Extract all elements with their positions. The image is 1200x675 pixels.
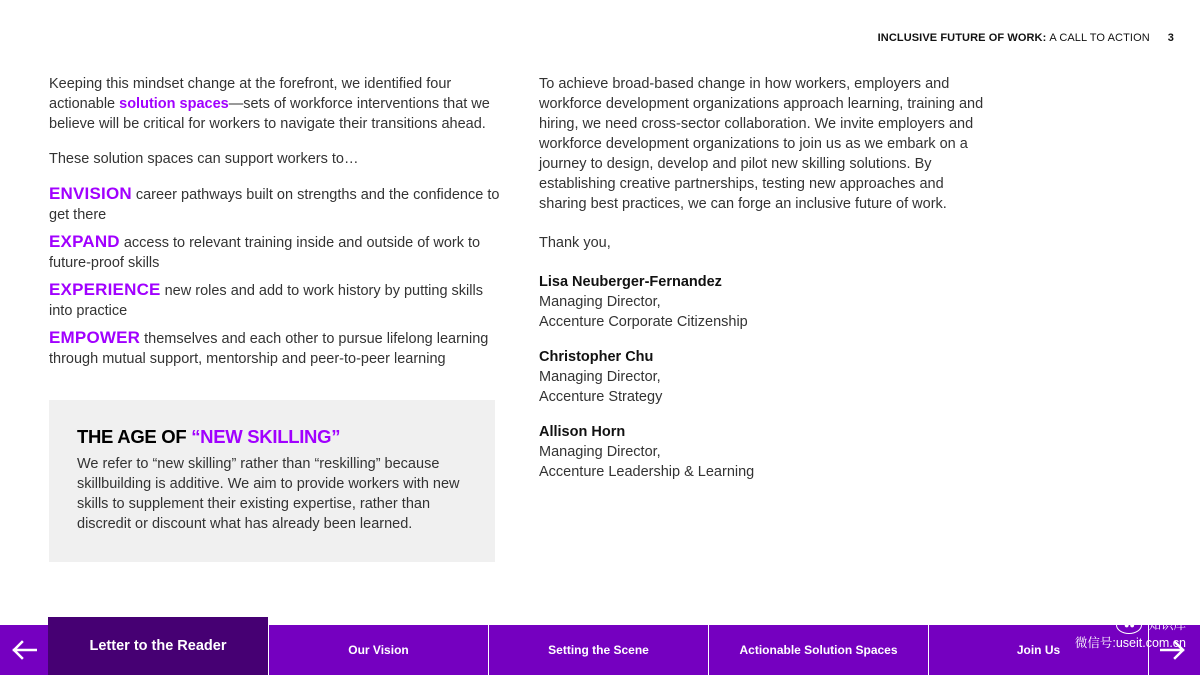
signatory-title: Managing Director, [539,294,661,310]
tab-setting-the-scene[interactable]: Setting the Scene [488,625,708,675]
bottom-nav-bar [0,625,1200,675]
signatory-title: Managing Director, [539,369,661,385]
signatory-name: Allison Horn [539,424,626,440]
right-column [539,74,989,497]
closing-thanks: Thank you, [539,235,611,251]
tab-join-us[interactable]: Join Us [928,625,1148,675]
solution-text: new roles and add to work history by putting skills into practice [49,283,483,319]
page-number: 3 [1167,32,1174,44]
watermark [1075,616,1186,652]
signatory [539,422,989,482]
watermark-line1: 知识库 [1148,618,1186,632]
signatory-org: Accenture Corporate Citizenship [539,314,748,330]
header-title-bold: INCLUSIVE FUTURE OF WORK: [877,32,1047,44]
signatory-org: Accenture Leadership & Learning [539,464,755,480]
intro-text-start: Keeping this mindset change at the forefront, we identified four actionable [49,76,452,112]
solution-keyword: EXPAND [49,232,120,251]
solution-keyword: EMPOWER [49,328,141,347]
tab-actionable-solution-spaces[interactable]: Actionable Solution Spaces [708,625,928,675]
solution-envision [49,184,509,225]
signatory-name: Lisa Neuberger-Fernandez [539,274,722,290]
arrow-left-icon [11,640,37,660]
signatory [539,347,989,407]
signatory-org: Accenture Strategy [539,389,663,405]
tab-letter-to-the-reader[interactable]: Letter to the Reader [48,617,268,675]
solution-keyword: EXPERIENCE [49,280,161,299]
callout-body: We refer to “new skilling” rather than “reskilling” because skillbuilding is additive. We aim to provide workers with new skills to supplement their existing expertise, rather than discredit or discount what has already been learned. [77,456,460,532]
callout-title-start: THE AGE OF [77,426,192,447]
solution-experience [49,280,509,321]
callout-title-highlight: “NEW SKILLING” [191,426,341,447]
prev-page-button[interactable] [0,625,48,675]
signatory-title: Managing Director, [539,444,661,460]
page-header [878,32,1174,44]
solution-text: career pathways built on strengths and the confidence to get there [49,187,500,223]
signatory [539,272,989,332]
left-column [49,74,509,376]
call-to-action-paragraph: To achieve broad-based change in how workers, employers and workforce development organizations approach learning, training and hiring, we need cross-sector collaboration. We invite employers and workforce development organizations to join us as we embark on a journey to design, develop and pilot new skilling solutions. By establishing creative partnerships, testing new approaches and sharing best practices, we can forge an inclusive future of work. [539,76,984,212]
intro-text-end: —sets of workforce interventions that we believe will be critical for workers to navigate their transitions ahead. [49,96,490,132]
solution-spaces-highlight: solution spaces [119,96,229,112]
solution-keyword: ENVISION [49,184,132,203]
solution-expand [49,232,509,273]
intro-paragraph [49,74,509,134]
solution-text: access to relevant training inside and outside of work to future-proof skills [49,235,481,271]
watermark-line2: 微信号:useit.com.cn [1074,636,1186,650]
signatory-name: Christopher Chu [539,349,654,365]
solution-text: themselves and each other to pursue lifelong learning through mutual support, mentorship and peer-to-peer learning [49,331,489,367]
tab-our-vision[interactable]: Our Vision [268,625,488,675]
lead-paragraph: These solution spaces can support workers to… [49,151,359,167]
wechat-icon: ●● [1116,616,1142,634]
new-skilling-callout [49,400,495,562]
callout-title [77,426,467,448]
header-title-rest: A CALL TO ACTION [1049,32,1150,44]
solution-empower [49,328,509,369]
